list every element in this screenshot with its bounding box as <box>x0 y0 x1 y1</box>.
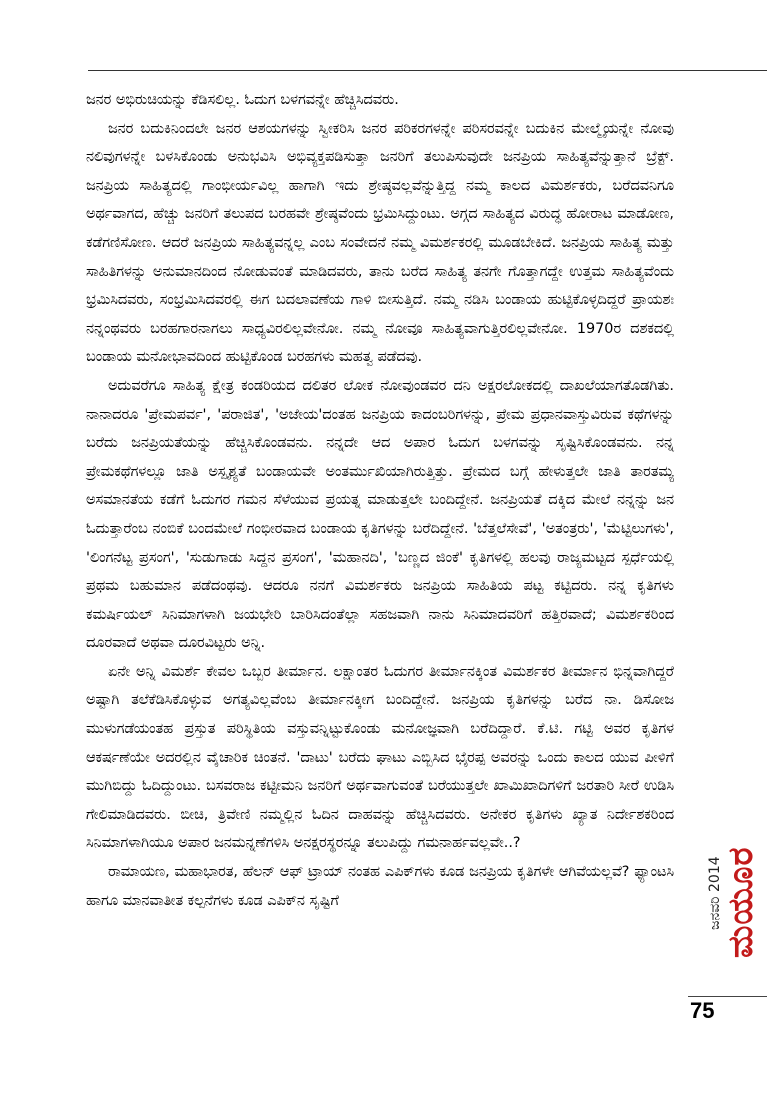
issue-date: ಜನವರಿ 2014 <box>707 856 723 930</box>
footer-rule <box>688 996 767 997</box>
paragraph-3: ಅದುವರೆಗೂ ಸಾಹಿತ್ಯ ಕ್ಷೇತ್ರ ಕಂಡರಿಯದ ದಲಿತರ ಲೋಕ ನೋವುಂಡವರ ದನಿ ಅಕ್ಷರಲೋಕದಲ್ಲಿ ದಾಖಲೆಯಾಗತೊಡಗಿತು. ನಾನಾದರೂ 'ಪ್ರೇಮಪರ್ವ', 'ಪರಾಜಿತ', 'ಅಜೇಯ'ದಂತಹ ಜನಪ್ರಿಯ ಕಾದಂಬರಿಗಳನ್ನು, ಪ್ರೇಮ ಪ್ರಧಾನವಾಸ್ತುವಿರುವ ಕಥೆಗಳನ್ನು ಬರೆದು ಜನಪ್ರಿಯತೆಯನ್ನು ಹೆಚ್ಚಿಸಿಕೊಂಡವನು. ನನ್ನದೇ ಆದ ಅಪಾರ ಓದುಗ ಬಳಗವನ್ನು ಸೃಷ್ಟಿಸಿಕೊಂಡವನು. ನನ್ನ ಪ್ರೇಮಕಥೆಗಳಲ್ಲೂ ಜಾತಿ ಅಸ್ಪೃಶ್ಯತೆ ಬಂಡಾಯವೇ ಅಂತರ್ಮುಖಿಯಾಗಿರುತ್ತಿತ್ತು. ಪ್ರೇಮದ ಬಗ್ಗೆ ಹೇಳುತ್ತಲೇ ಜಾತಿ ತಾರತಮ್ಯ ಅಸಮಾನತೆಯ ಕಡೆಗೆ ಓದುಗರ ಗಮನ ಸೆಳೆಯುವ ಪ್ರಯತ್ನ ಮಾಡುತ್ತಲೇ ಬಂದಿದ್ದೇನೆ. ಜನಪ್ರಿಯತೆ ದಕ್ಕಿದ ಮೇಲೆ ನನ್ನನ್ನು ಜನ ಓದುತ್ತಾರೆಂಬ ನಂಬಿಕೆ ಬಂದಮೇಲೆ ಗಂಭೀರವಾದ ಬಂಡಾಯ ಕೃತಿಗಳನ್ನು ಬರೆದಿದ್ದೇನೆ. 'ಬೆತ್ತಲೆಸೇವೆ', 'ಅತಂತ್ರರು', 'ಮೆಟ್ಟಿಲುಗಳು', 'ಲಿಂಗನೆಟ್ಟ ಪ್ರಸಂಗ', 'ಸುಡುಗಾಡು ಸಿದ್ದನ ಪ್ರಸಂಗ', 'ಮಹಾನದಿ', 'ಬಣ್ಣದ ಜಿಂಕೆ' ಕೃತಿಗಳಲ್ಲಿ ಹಲವು ರಾಜ್ಯಮಟ್ಟದ ಸ್ಪರ್ಧೆಯಲ್ಲಿ ಪ್ರಥಮ ಬಹುಮಾನ ಪಡೆದಂಥವು. ಆದರೂ ನನಗೆ ವಿಮರ್ಶಕರು ಜನಪ್ರಿಯ ಸಾಹಿತಿಯ ಪಟ್ಟ ಕಟ್ಟಿದರು. ನನ್ನ ಕೃತಿಗಳು ಕಮರ್ಷಿಯಲ್ ಸಿನಿಮಾಗಳಾಗಿ ಜಯಭೇರಿ ಬಾರಿಸಿದಂತೆಲ್ಲಾ ಸಹಜವಾಗಿ ನಾನು ಸಿನಿಮಾದವರಿಗೆ ಹತ್ತಿರವಾದೆ; ವಿಮರ್ಶಕರಿಂದ ದೂರವಾದೆ ಅಥವಾ ದೂರವಿಟ್ಟರು ಅನ್ನಿ. <box>86 377 674 652</box>
top-rule <box>88 70 767 71</box>
article-body <box>86 86 674 915</box>
page-number: 75 <box>690 998 715 1023</box>
magazine-logo: ಮಯೂರ <box>721 846 761 958</box>
paragraph-2: ಜನರ ಬದುಕಿನಿಂದಲೇ ಜನರ ಆಶಯಗಳನ್ನು ಸ್ವೀಕರಿಸಿ ಜನರ ಪರಿಕರಗಳನ್ನೇ ಪರಿಸರವನ್ನೇ ಬದುಕಿನ ಮೇಲ್ಮೈಯನ್ನೇ ನೋವು ನಲಿವುಗಳನ್ನೇ ಬಳಸಿಕೊಂಡು ಅನುಭವಿಸಿ ಅಭಿವ್ಯಕ್ತಪಡಿಸುತ್ತಾ ಜನರಿಗೆ ತಲುಪಿಸುವುದೇ ಜನಪ್ರಿಯ ಸಾಹಿತ್ಯವೆನ್ನುತ್ತಾನೆ ಬ್ರೆಕ್ಟ್. ಜನಪ್ರಿಯ ಸಾಹಿತ್ಯದಲ್ಲಿ ಗಾಂಭೀರ್ಯವಿಲ್ಲ ಹಾಗಾಗಿ ಇದು ಶ್ರೇಷ್ಠವಲ್ಲವೆನ್ನುತ್ತಿದ್ದ ನಮ್ಮ ಕಾಲದ ವಿಮರ್ಶಕರು, ಬರೆದವನಿಗೂ ಅರ್ಥವಾಗದ, ಹೆಚ್ಚು ಜನರಿಗೆ ತಲುಪದ ಬರಹವೇ ಶ್ರೇಷ್ಠವೆಂದು ಭ್ರಮಿಸಿದ್ದುಂಟು. ಅಗ್ಗದ ಸಾಹಿತ್ಯದ ವಿರುದ್ಧ ಹೋರಾಟ ಮಾಡೋಣ, ಕಡೆಗಣಿಸೋಣ. ಆದರೆ ಜನಪ್ರಿಯ ಸಾಹಿತ್ಯವನ್ನಲ್ಲ ಎಂಬ ಸಂವೇದನೆ ನಮ್ಮ ವಿಮರ್ಶಕರಲ್ಲಿ ಮೂಡಬೇಕಿದೆ. ಜನಪ್ರಿಯ ಸಾಹಿತ್ಯ ಮತ್ತು ಸಾಹಿತಿಗಳನ್ನು ಅನುಮಾನದಿಂದ ನೋಡುವಂತೆ ಮಾಡಿದವರು, ತಾನು ಬರೆದ ಸಾಹಿತ್ಯ ತನಗೇ ಗೊತ್ತಾಗದ್ದೇ ಉತ್ತಮ ಸಾಹಿತ್ಯವೆಂದು ಭ್ರಮಿಸಿದವರು, ಸಂಭ್ರಮಿಸಿದವರಲ್ಲಿ ಈಗ ಬದಲಾವಣೆಯ ಗಾಳಿ ಬೀಸುತ್ತಿದೆ. ನಮ್ಮ ನಡಿಸಿ ಬಂಡಾಯ ಹುಟ್ಟಿಕೊಳ್ಳದಿದ್ದರೆ ಪ್ರಾಯಶಃ ನನ್ನಂಥವರು ಬರಹಗಾರನಾಗಲು ಸಾಧ್ಯವಿರಲಿಲ್ಲವೇನೋ. ನಮ್ಮ ನೋವೂ ಸಾಹಿತ್ಯವಾಗುತ್ತಿರಲಿಲ್ಲವೇನೋ. 1970ರ ದಶಕದಲ್ಲಿ ಬಂಡಾಯ ಮನೋಭಾವದಿಂದ ಹುಟ್ಟಿಕೊಂಡ ಬರಹಗಳು ಮಹತ್ವ ಪಡೆದವು. <box>86 120 674 366</box>
paragraph-1: ಜನರ ಅಭಿರುಚಿಯನ್ನು ಕೆಡಿಸಲಿಲ್ಲ. ಓದುಗ ಬಳಗವನ್ನೇ ಹೆಚ್ಚಿಸಿದವರು. <box>86 92 399 108</box>
paragraph-4: ಏನೇ ಅನ್ನಿ ವಿಮರ್ಶೆ ಕೇವಲ ಒಬ್ಬರ ತೀರ್ಮಾನ. ಲಕ್ಷಾಂತರ ಓದುಗರ ತೀರ್ಮಾನಕ್ಕಿಂತ ವಿಮರ್ಶಕರ ತೀರ್ಮಾನ ಭಿನ್ನವಾಗಿದ್ದರೆ ಅಷ್ಟಾಗಿ ತಲೆಕೆಡಿಸಿಕೊಳ್ಳುವ ಅಗತ್ಯವಿಲ್ಲವೆಂಬ ತೀರ್ಮಾನಕ್ಕೀಗ ಬಂದಿದ್ದೇನೆ. ಜನಪ್ರಿಯ ಕೃತಿಗಳನ್ನು ಬರೆದ ನಾ. ಡಿಸೋಜ ಮುಳುಗಡೆಯಂತಹ ಪ್ರಸ್ತುತ ಪರಿಸ್ಥಿತಿಯ ವಸ್ತುವನ್ನಿಟ್ಟುಕೊಂಡು ಮನೋಜ್ಞವಾಗಿ ಬರೆದಿದ್ದಾರೆ. ಕೆ.ಟಿ. ಗಟ್ಟಿ ಅವರ ಕೃತಿಗಳ ಆಕರ್ಷಣೆಯೇ ಅದರಲ್ಲಿನ ವೈಚಾರಿಕ ಚಿಂತನೆ. 'ದಾಟು' ಬರೆದು ಘಾಟು ಎಬ್ಬಿಸಿದ ಭೈರಪ್ಪ ಅವರನ್ನು ಒಂದು ಕಾಲದ ಯುವ ಪೀಳಿಗೆ ಮುಗಿಬಿದ್ದು ಓದಿದ್ದುಂಟು. ಬಸವರಾಜ ಕಟ್ಟೀಮನಿ ಜನರಿಗೆ ಅರ್ಥವಾಗುವಂತೆ ಬರೆಯುತ್ತಲೇ ಖಾಮಿಖಾದಿಗಳಿಗೆ ಜರತಾರಿ ಸೀರೆ ಉಡಿಸಿ ಗೇಲಿಮಾಡಿದವರು. ಬೀಚಿ, ತ್ರಿವೇಣಿ ನಮ್ಮಲ್ಲಿನ ಓದಿನ ದಾಹವನ್ನು ಹೆಚ್ಚಿಸಿದವರು. ಅನೇಕರ ಕೃತಿಗಳು ಖ್ಯಾತ ನಿರ್ದೇಶಕರಿಂದ ಸಿನಿಮಾಗಳಾಗಿಯೂ ಅಪಾರ ಜನಮನ್ನಣೆಗಳಿಸಿ ಅನಕ್ಷರಸ್ಥರನ್ನೂ ತಲುಪಿದ್ದು ಗಮನಾರ್ಹವಲ್ಲವೇ..? <box>86 663 674 852</box>
paragraph-5: ರಾಮಾಯಣ, ಮಹಾಭಾರತ, ಹೆಲನ್ ಆಫ್ ಟ್ರಾಯ್ ನಂತಹ ಎಪಿಕ್‌ಗಳು ಕೂಡ ಜನಪ್ರಿಯ ಕೃತಿಗಳೇ ಆಗಿವೆಯಲ್ಲವೆ? ಫ್ಯಾಂಟಸಿ ಹಾಗೂ ಮಾನವಾತೀತ ಕಲ್ಪನೆಗಳು ಕೂಡ ಎಪಿಕ್‌ನ ಸೃಷ್ಟಿಗೆ <box>86 864 674 909</box>
